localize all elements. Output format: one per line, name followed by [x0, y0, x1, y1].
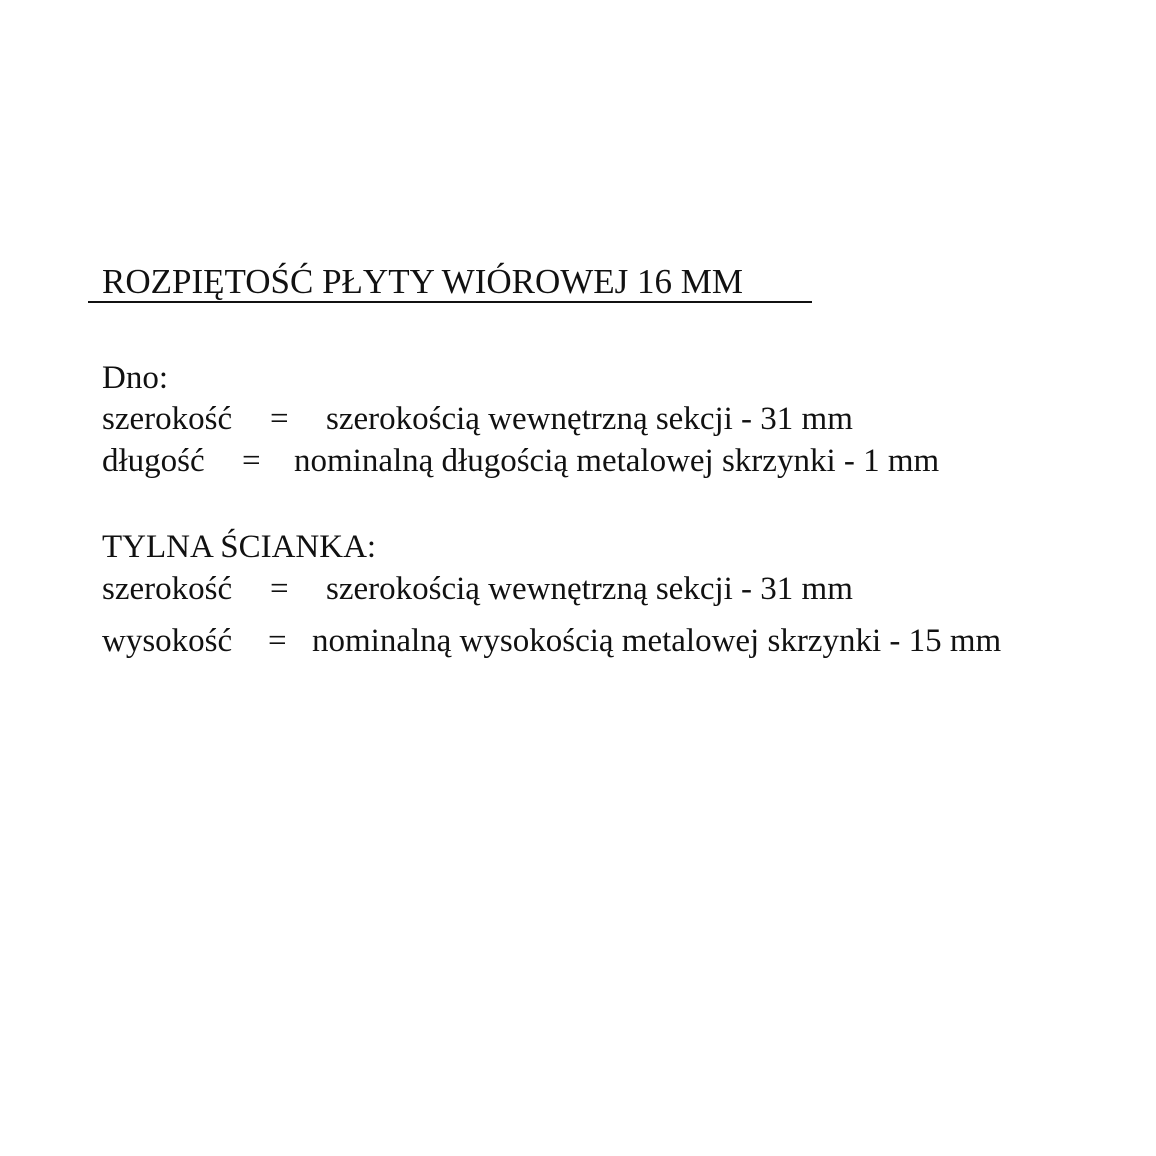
- formula-value: nominalną długością metalowej skrzynki - 1 mm: [294, 443, 940, 479]
- section-heading-back-panel: TYLNA ŚCIANKA:: [102, 529, 377, 565]
- formula-operator: =: [270, 401, 289, 437]
- section-heading-bottom: Dno:: [102, 360, 168, 396]
- formula-operator: =: [242, 443, 261, 479]
- formula-label: szerokość: [102, 401, 233, 437]
- formula-label: szerokość: [102, 571, 233, 607]
- document-title: ROZPIĘTOŚĆ PŁYTY WIÓROWEJ 16 MM: [102, 262, 744, 301]
- formula-row-back-height: [102, 621, 1001, 661]
- formula-operator: =: [268, 623, 287, 659]
- formula-value: nominalną wysokością metalowej skrzynki - 15 mm: [312, 623, 1002, 659]
- formula-label: wysokość: [102, 623, 233, 659]
- formula-value: szerokością wewnętrzną sekcji - 31 mm: [326, 571, 853, 607]
- formula-row-bottom-length: [102, 441, 939, 481]
- formula-operator: =: [270, 571, 289, 607]
- formula-label: długość: [102, 443, 205, 479]
- formula-value: szerokością wewnętrzną sekcji - 31 mm: [326, 401, 853, 437]
- title-underline: [88, 301, 812, 303]
- formula-row-back-width: [102, 569, 853, 609]
- formula-row-bottom-width: [102, 399, 853, 439]
